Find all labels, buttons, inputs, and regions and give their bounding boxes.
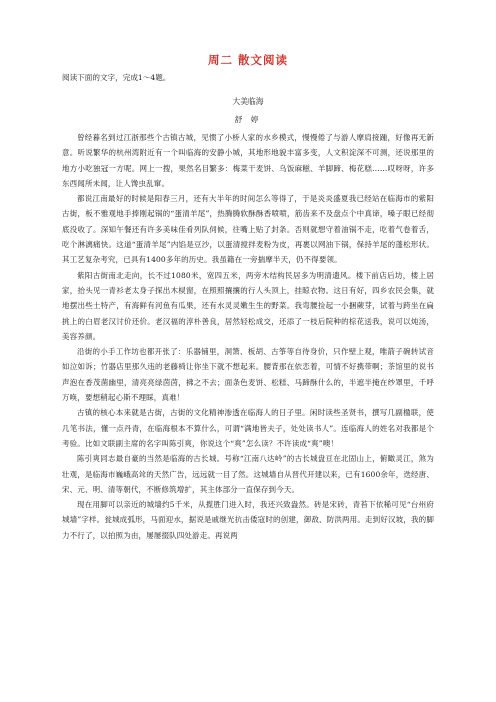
- paragraph-2: 都说江南最好的时候是阳春三月，还有大半年的时间怎么等得了，于是炎炎盛夏我已经站在临海市的紫阳古街，板不雅观地手捧刚起锅的“蛋清羊尾”，热腾腾软酥酥香喷喷，筋齿来不及盘点个中真谛，嗓子眼已经彻底没收了。深知午餐还有许多美味佳肴列队伺候，往嘴上贴了封条。否则就想守着油锅不走，吃着气卷着舌，吃个淋漓痛快。这道“蛋清羊尾”内馅是豆沙，以蛋清搅拌麦粉为皮，再裹以网油下锅，保持羊尾的蓬松形状。其工艺复杂考究，已具有1400多年的历史。我虽籍在一旁揣摩半天，仍不得要领。: [62, 194, 434, 265]
- paragraph-6: 陈引爽同志最自豪的当然是临海的古长城。号称“江南八达岭”的古长城盘亘在北固山上，俯瞰灵江，煞为壮观，是临海市巍峨高耸的天然广告，远远就一目了然。这城墙自从晋代开建以来，已有1600余年，迭经唐、宋、元、明、清等朝代，不断修筑增扩，其主体部分一直保存到今天。: [62, 454, 434, 494]
- paragraph-3: 紫阳古街南北走向，长不过1080米，宽四五米，两旁木结构民居多为明清遗风。楼下前店后坊，楼上居家，抬头见一青衫老太身子探出木棂窗，在照照攘攘的行人头顶上，挂晾衣物。这日有好，四乡农民会集，就地摆出些土特产，有海鲜有河鱼有瓜果，还有水灵灵嫩生生的野菜。我弯腰捡起一小捆蕨芽，试着与跨坐在扁挑上的白眉老汉讨价还价。老汉福的淳朴善良，居然轻松成交，还添了一枝后院种的棕花送我，说可以炖汤，美容养颜。: [62, 270, 434, 341]
- section-title: 周二 散文阅读: [207, 53, 288, 67]
- paragraph-1: 曾经暮名到过江浙那些个古镇古城，见惯了小桥人家的水乡模式，慢慢倦了与游人摩肩接踵，好像再无新意。听说繁华的杭州湾附近有一个叫临海的安静小城，其地形地貌丰富多变，人文积淀深不可测，还说那里的地方小吃独冠一方呢。网上一搜，果然名目繁多：梅菜干麦饼、乌饭麻糍、羊脚蹄、梅花糕……哎呀呀，许多东西闻所未闻，让人馋虫乱窜。: [62, 133, 434, 188]
- paragraph-4: 沿街的小手工作坊也都开张了：乐器铺里，洞箫、板胡、古筝等自待身价，只作壁上观，唯箭子碗转试音如泣如诉；竹器店里那久违的老藤椅让你坐下就不想起来。腰背那在依恋着，可情不好携带啊；茶馆里的说书声泡在香茂菌幽里，清亮亮绿茵茵，拂之不去；面条色麦饼、松糕、马蹄酥什么的，半遮半掩在纱罩里，千呼万唤，要想稍起心斯不理睬，真难！: [62, 347, 434, 403]
- paragraph-5: 古镇的核心本来就是古街，古街的文化精神渗透在临海人的日子里。闲时读些圣贤书，撰写几副楹联，使几笔书法，懂一点丹青，在临海根本不算什么，可谓“满地皆夫子，处处读书人”。连临海人的姓名对我都是个考验。比如文联副主席的名字叫陈引爽，你说这个“爽”怎么读？不许读成“爽”噢！: [62, 408, 434, 448]
- essay-author: 舒 婷: [234, 115, 262, 124]
- paragraph-7: 现在用脚可以亲近的城墙约5千米，从揽胜门进入时，我还兴致盎然。砖是宋砖，青苔下依稀可见“台州府城墙”字样。瓮城成弧形，马面迎水，据说是戚继光抗击倭寇时的创建，御敌、防洪两用。走到好汉坡，我的脚力不行了，以拍照为由，屡屡掇队四处游走。再说两: [62, 500, 434, 540]
- essay-body: [62, 130, 434, 543]
- reading-instruction: 阅读下面的文字，完成1～4题。: [62, 73, 171, 82]
- essay-title: 大美临海: [232, 97, 264, 106]
